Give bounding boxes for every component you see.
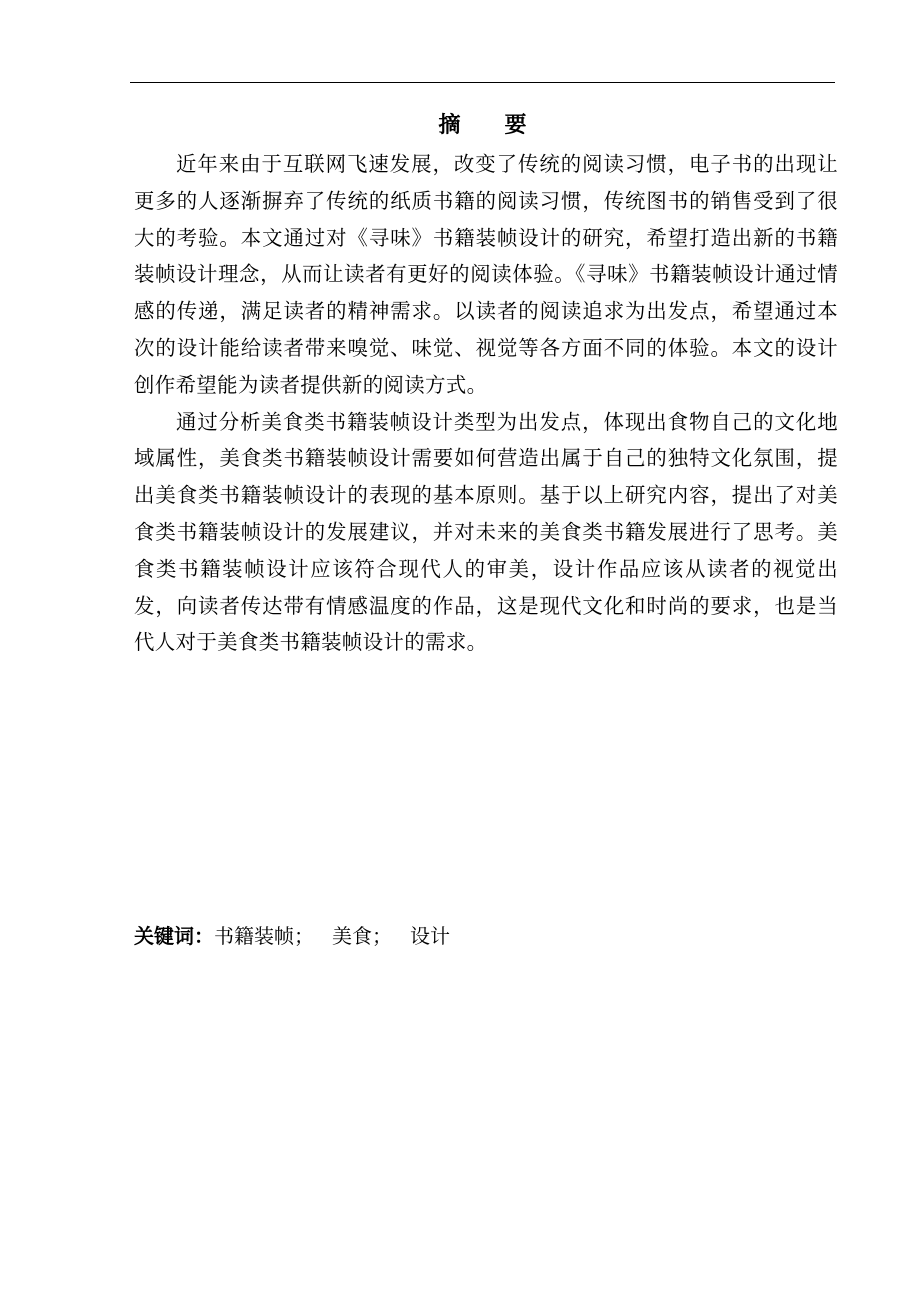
keywords-label: 关键词： bbox=[134, 924, 214, 948]
abstract-body bbox=[134, 146, 838, 661]
header-rule bbox=[130, 82, 835, 83]
abstract-title bbox=[130, 112, 835, 140]
abstract-paragraph-1: 近年来由于互联网飞速发展，改变了传统的阅读习惯，电子书的出现让更多的人逐渐摒弃了传统的纸质书籍的阅读习惯，传统图书的销售受到了很大的考验。本文通过对《寻味》书籍装帧设计的研究，希望打造出新的书籍装帧设计理念，从而让读者有更好的阅读体验。《寻味》书籍装帧设计通过情感的传递，满足读者的精神需求。以读者的阅读追求为出发点，希望通过本次的设计能给读者带来嗅觉、味觉、视觉等各方面不同的体验。本文的设计创作希望能为读者提供新的阅读方式。 bbox=[134, 152, 838, 397]
keyword-2: 美食； bbox=[332, 924, 392, 948]
keyword-1: 书籍装帧； bbox=[214, 924, 314, 948]
abstract-paragraph-2: 通过分析美食类书籍装帧设计类型为出发点，体现出食物自己的文化地域属性，美食类书籍装帧设计需要如何营造出属于自己的独特文化氛围，提出美食类书籍装帧设计的表现的基本原则。基于以上研究内容，提出了对美食类书籍装帧设计的发展建议，并对未来的美食类书籍发展进行了思考。美食类书籍装帧设计应该符合现代人的审美，设计作品应该从读者的视觉出发，向读者传达带有情感温度的作品，这是现代文化和时尚的要求，也是当代人对于美食类书籍装帧设计的需求。 bbox=[134, 409, 838, 655]
abstract-title-right: 要 bbox=[504, 113, 527, 138]
abstract-title-left: 摘 bbox=[438, 113, 461, 138]
keyword-3: 设计 bbox=[410, 924, 450, 948]
keywords-line bbox=[134, 920, 838, 952]
